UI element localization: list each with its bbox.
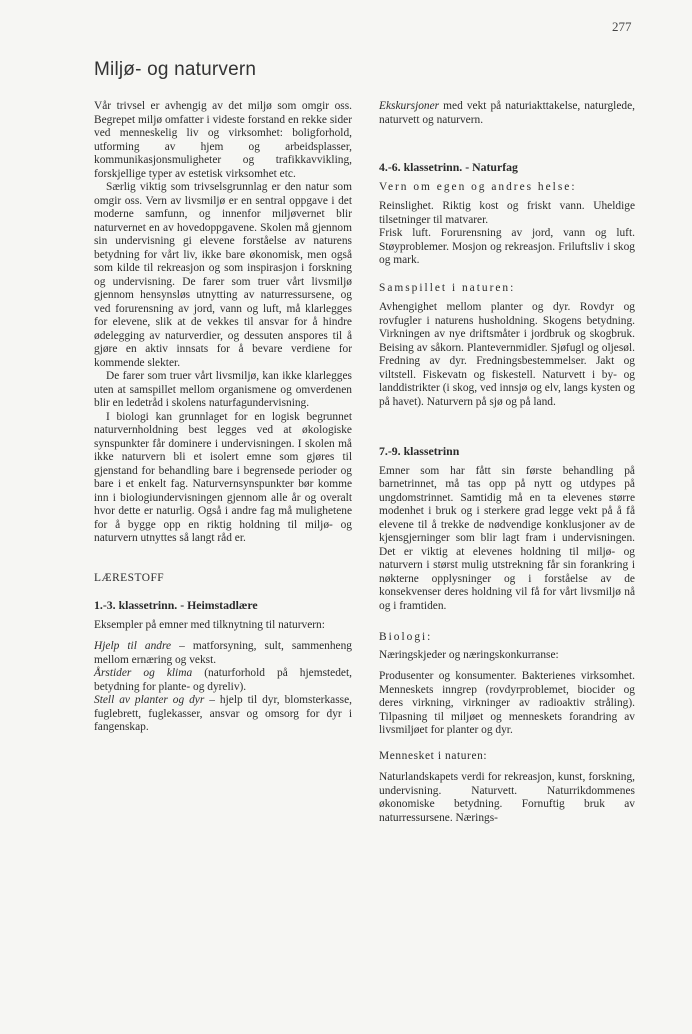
left-column (94, 100, 352, 735)
page-number: 277 (612, 19, 632, 34)
excursion-text: med vekt på naturiakttakelse, naturglede, naturvett og naturvern. (379, 100, 635, 126)
biology-sub: Næringskjeder og næringskonkurranse: (379, 648, 559, 661)
example-title: Årstider og klima (94, 667, 193, 679)
example-text: (naturforhold på hjemstedet, betydning for plante- og dyreliv). (94, 667, 353, 693)
intro-paragraph-1: Vår trivsel er avhengig av det miljø som omgir oss. Begrepet miljø omfatter i videste forstand en rekke sider ved menneskelig liv og virksomhet: boligforhold, utforming av hjem og arbeidsplasser, kommunikasjonsmuligheter og trafikkavvikling, forskjellige typer av estetisk virksomhet etc. (94, 100, 352, 180)
section-heading-laerestoff: LÆRESTOFF (94, 571, 165, 584)
grade-heading-7-9: 7.-9. klassetrinn (379, 444, 460, 458)
biology-text: Produsenter og konsumenter. Bakterienes virksomhet. Menneskets inngrep (rovdyrproblemet, biocider og deres virkning, virkninger av radioaktiv stråling). Tilpasning til miljøet og menneskets forandring av livsmiljøet for planter og dyr. (379, 670, 635, 736)
example-title: Hjelp til andre (94, 640, 172, 652)
grade-heading-1-3: 1.-3. klassetrinn. - Heimstadlære (94, 598, 258, 612)
nature-label: Samspillet i naturen: (379, 281, 516, 294)
example-title: Stell av planter og dyr (94, 694, 205, 706)
page-title: Miljø- og naturvern (94, 59, 257, 80)
example-text: – hjelp til dyr, blomsterkasse, fuglebrett, fuglekasser, ansvar og omsorg for dyr i fangenskap. (94, 694, 352, 733)
grade-7-9-text: Emner som har fått sin første behandling på barnetrinnet, må tas opp på nytt og utdypes på ungdomstrinnet. Samtidig må en ta elevenes større modenhet i bruk og i sterkere grad legge vekt på å få elevene til å trekke de nødvendige konklusjoner av de kjensgjerninger som blir lagt fram i undervisningen. Det er viktig at elevenes holdning til miljø- og naturvern i størst mulig utstrekning får sin forankring i nøkterne opplysninger og i forståelse av de konsekvenser deres holdning vil få for vårt livsmiljø nå og i framtiden. (379, 464, 635, 612)
example-text: – matforsyning, sult, sammenheng mellom ernæring og vekst. (94, 640, 352, 666)
health-text: Reinslighet. Riktig kost og friskt vann. Uheldige tilsetninger til matvarer. (379, 200, 635, 226)
human-label: Mennesket i naturen: (379, 749, 488, 762)
biology-label: Biologi: (379, 631, 433, 643)
right-column (379, 100, 635, 825)
excursion-title: Ekskursjoner (379, 100, 440, 112)
intro-paragraph-2: Særlig viktig som trivselsgrunnlag er den natur som omgir oss. Vern av livsmiljø er en sentral oppgave i det moderne samfunn, og innenfor miljøvernet blir naturvernet en av hovedoppgavene. Skolen må gjennom sin undervisning gi elevene forståelse av naturens betydning for vårt liv, ikke bare økonomisk, men også som kilde til rekreasjon og som inspirasjon i forskning og undervisning. De farer som truer vårt livsmiljø gjennom hensynsløs utnytting av naturressursene, og ved forurensning av jord, vann og luft, må klarlegges for elevene, slik at de vekkes til ansvar for å hindre ødelegging av naturverdier, og dessuten anspores til å gjøre en aktiv innsats for å bevare verdiene for kommende slekter. (94, 181, 352, 369)
human-text: Naturlandskapets verdi for rekreasjon, kunst, forskning, undervisning. Naturvett. Naturrikdommenes økonomiske betydning. Fornuftig bruk av naturressursene. Nærings- (379, 771, 635, 824)
intro-paragraph-3: De farer som truer vårt livsmiljø, kan ikke klarlegges uten at samspillet mellom organismene og omverdenen blir en ledetråd i skolens naturfagundervisning. (94, 370, 352, 409)
examples-intro: Eksempler på emner med tilknytning til naturvern: (94, 618, 325, 631)
grade-heading-4-6: 4.-6. klassetrinn. - Naturfag (379, 160, 518, 174)
example-item (94, 694, 352, 735)
health-label: Vern om egen og andres helse: (379, 180, 577, 193)
intro-paragraph-4: I biologi kan grunnlaget for en logisk begrunnet naturvernholdning best legges ved at økologiske synspunkter får dominere i undervisningen. I skolen må ikke naturvern bli et isolert emne som gjøres til gjenstand for behandling bare i begrensede perioder og bare i et enkelt fag. Naturvernsynspunkter bør komme inn i biologiundervisningen gjennom alle år og overalt hvor dette er naturlig. Også i andre fag må mulighetene for å bygge opp en riktig holdning til miljø- og naturvern utnyttes så langt råd er. (94, 410, 352, 544)
nature-text: Avhengighet mellom planter og dyr. Rovdyr og rovfugler i naturens husholdning. Skogens betydning. Virkningen av nye driftsmåter i jordbruk og skogbruk. Beising av såkorn. Plantevernmidler. Sjøfugl og oljesøl. Fredning av dyr. Fredningsbestemmelser. Jakt og viltstell. Fiskevatn og fiskestell. Naturvett i by- og landdistrikter (i skog, ved innsjø og elv, langs kysten og på havet). Naturvern på sjø og på land. (379, 301, 635, 408)
example-item (94, 667, 352, 694)
air-text: Frisk luft. Forurensning av jord, vann og luft. Støyproblemer. Mosjon og rekreasjon. Friluftsliv i skog og mark. (379, 227, 635, 266)
example-item (94, 640, 352, 667)
excursion-item (379, 100, 635, 127)
